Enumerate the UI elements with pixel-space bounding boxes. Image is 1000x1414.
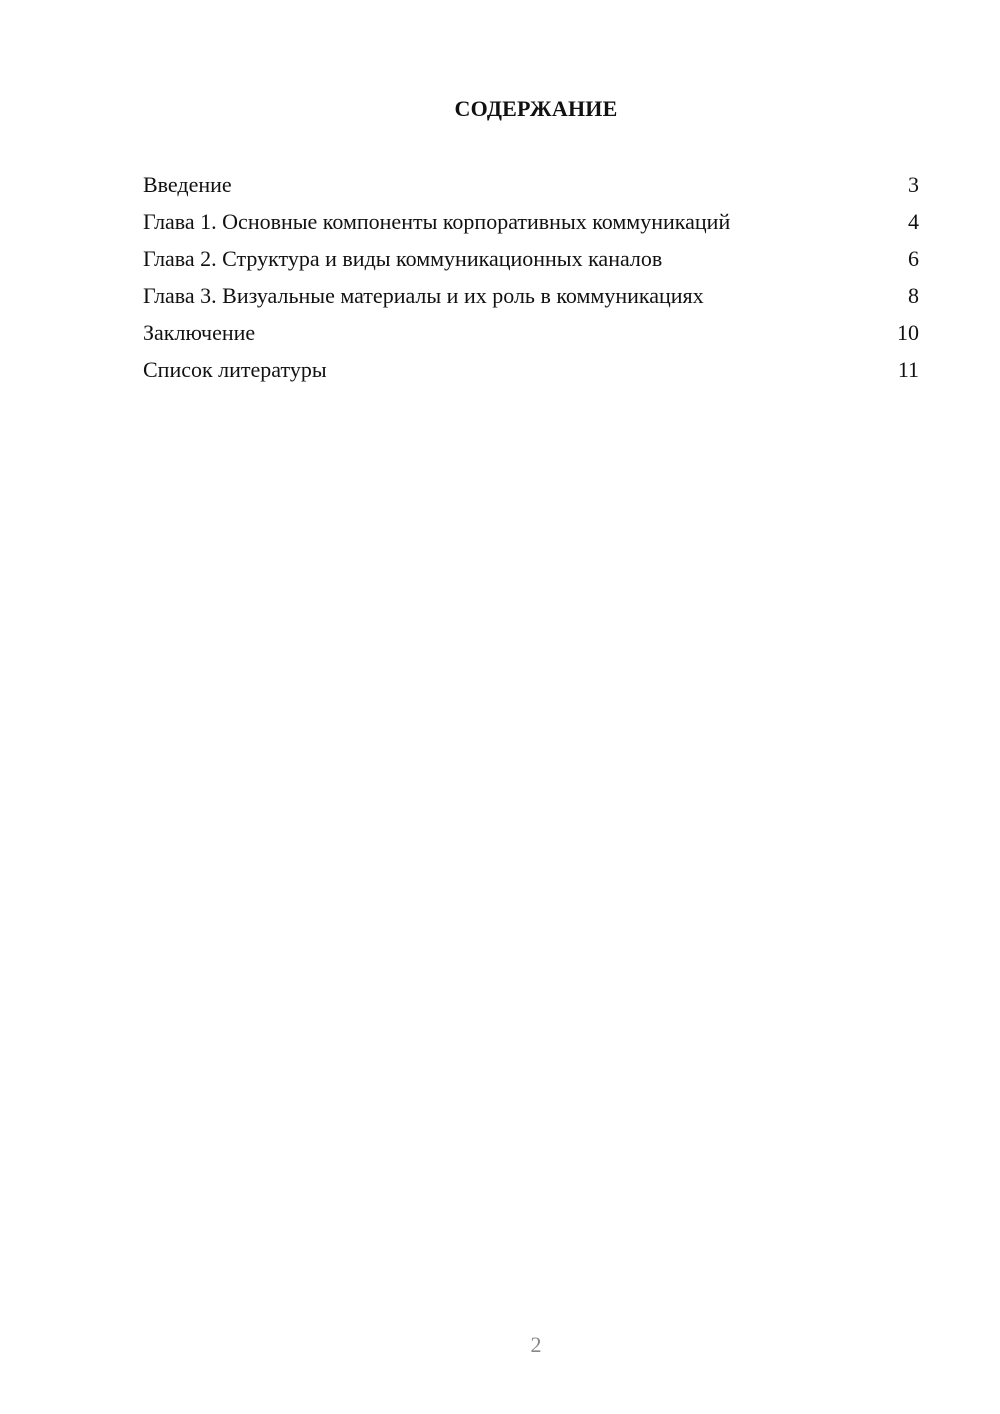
toc-entry-page: 4 <box>908 209 919 234</box>
toc-entry-label: Глава 1. Основные компоненты корпоративных коммуникаций <box>143 209 731 234</box>
toc-entry-chapter-1[interactable] <box>143 205 919 242</box>
table-of-contents <box>143 168 919 390</box>
toc-entry-page: 11 <box>897 357 919 382</box>
toc-entry-label: Введение <box>143 172 232 197</box>
toc-entry-label: Глава 2. Структура и виды коммуникационных каналов <box>143 246 663 271</box>
toc-entry-chapter-2[interactable] <box>143 242 919 279</box>
toc-entry-chapter-3[interactable] <box>143 279 919 316</box>
toc-entry-page: 10 <box>897 320 919 345</box>
toc-entry-references[interactable] <box>143 353 919 390</box>
toc-entry-page: 8 <box>908 283 919 308</box>
toc-entry-label: Список литературы <box>143 357 327 382</box>
page-number: 2 <box>530 1332 542 1357</box>
toc-entry-label: Глава 3. Визуальные материалы и их роль в коммуникациях <box>143 283 704 308</box>
toc-entry-page: 6 <box>908 246 919 271</box>
toc-entry-label: Заключение <box>143 320 256 345</box>
toc-entry-page: 3 <box>908 172 919 197</box>
toc-entry-conclusion[interactable] <box>143 316 919 353</box>
toc-entry-introduction[interactable] <box>143 168 919 205</box>
toc-title: СОДЕРЖАНИЕ <box>454 96 618 121</box>
